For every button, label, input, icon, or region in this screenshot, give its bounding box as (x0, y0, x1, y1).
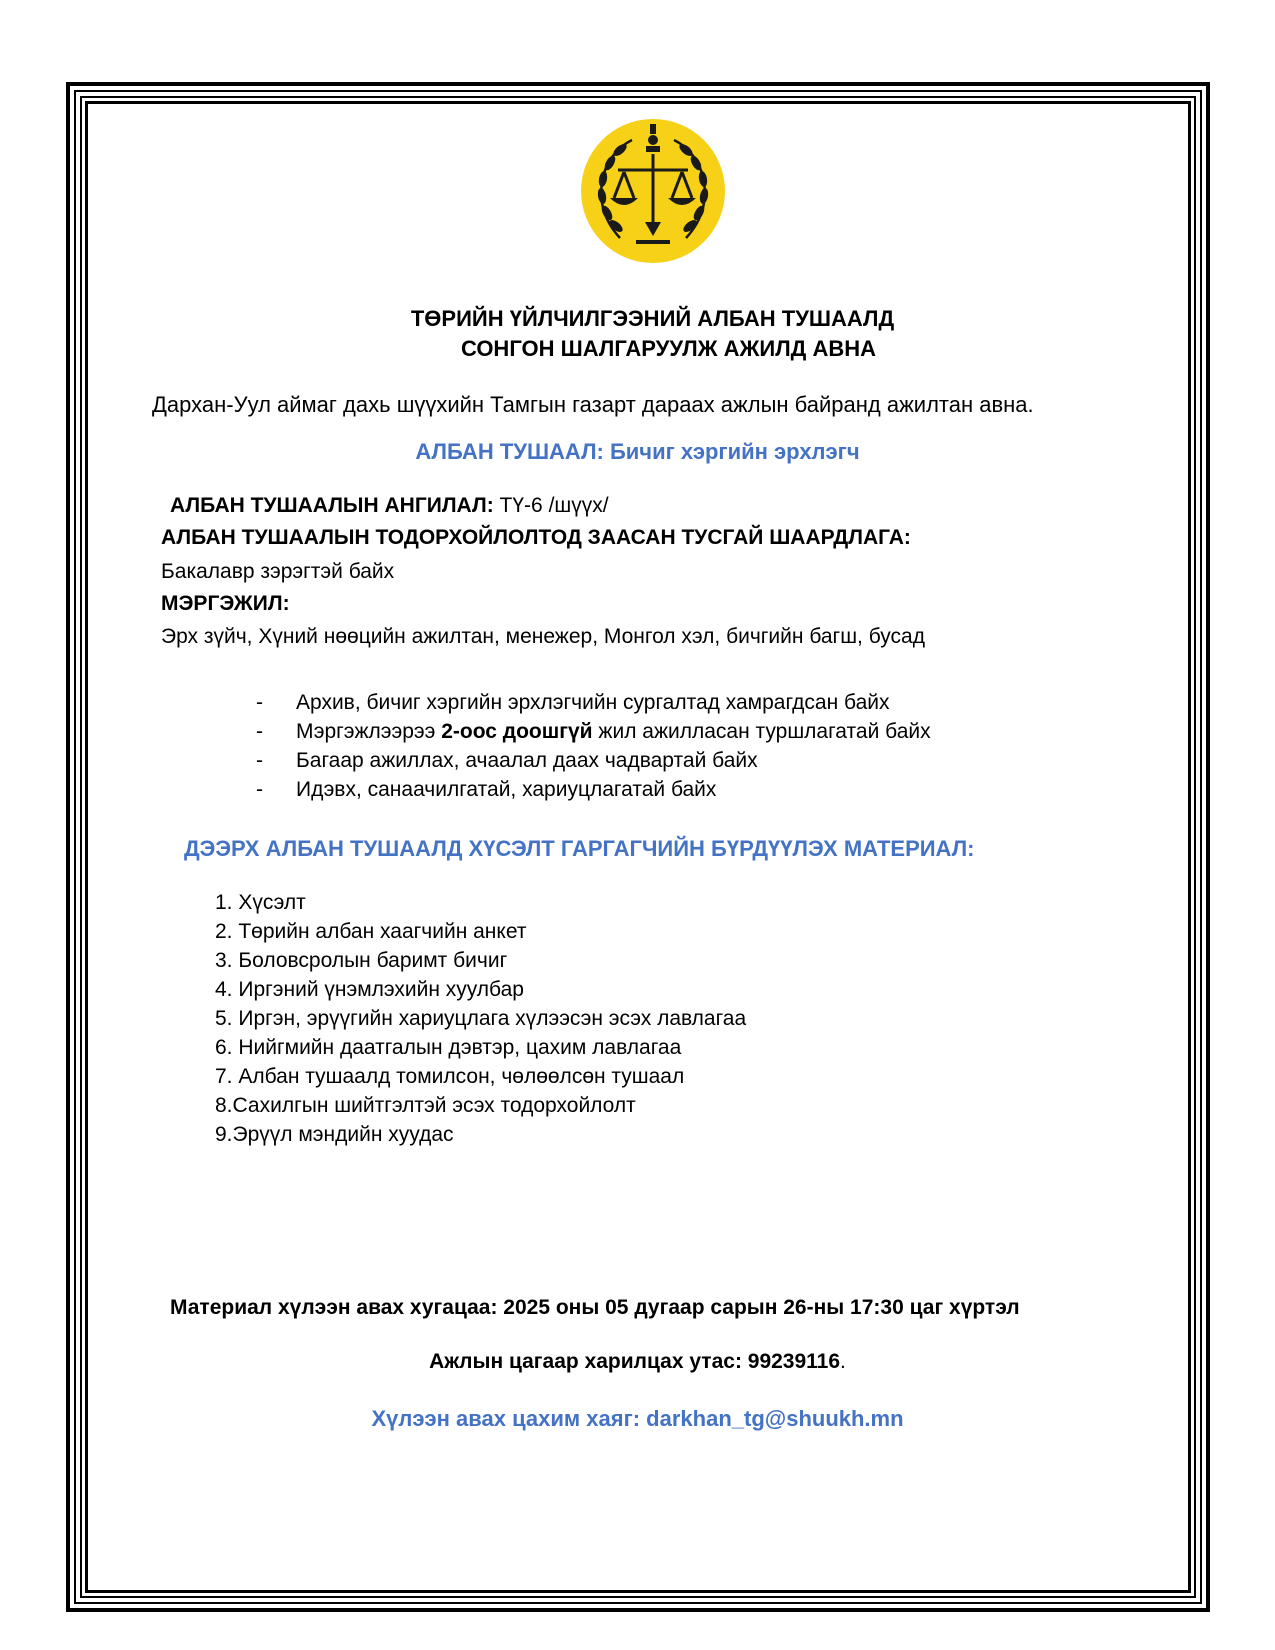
bullet-dash: - (256, 749, 263, 772)
requirements-bullet-list (256, 688, 931, 804)
list-item: 8.Сахилгын шийтгэлтэй эсэх тодорхойлолт (215, 1094, 636, 1117)
document-title-line-2: СОНГОН ШАЛГАРУУЛЖ АЖИЛД АВНА (460, 336, 876, 361)
contact-email[interactable]: Хүлээн авах цахим хаяг: darkhan_tg@shuukh.mn (371, 1406, 904, 1431)
list-item: 6. Нийгмийн даатгалын дэвтэр, цахим лавлагаа (215, 1036, 682, 1059)
classification-value: ТҮ-6 /шүүх/ (493, 494, 609, 517)
list-item (256, 775, 931, 804)
contact-phone-period: . (840, 1350, 846, 1373)
bullet-text: Багаар ажиллах, ачаалал даах чадвартай байх (296, 749, 758, 772)
court-emblem-logo (580, 118, 726, 264)
document-title-line-1: ТӨРИЙН ҮЙЛЧИЛГЭЭНИЙ АЛБАН ТУШААЛД (410, 306, 895, 331)
list-item: 5. Иргэн, эрүүгийн хариуцлага хүлээсэн эсэх лавлагаа (215, 1007, 747, 1030)
bullet-text-emphasis: 2-оос доошгүй (441, 720, 593, 743)
bullet-text: Идэвх, санаачилгатай, хариуцлагатай байх (296, 778, 717, 801)
list-item: 9.Эрүүл мэндийн хуудас (215, 1123, 454, 1146)
requirements-heading: АЛБАН ТУШААЛЫН ТОДОРХОЙЛОЛТОД ЗААСАН ТУСГАЙ ШААРДЛАГА: (161, 526, 911, 549)
materials-heading: ДЭЭРХ АЛБАН ТУШААЛД ХҮСЭЛТ ГАРГАГЧИЙН БҮРДҮҮЛЭХ МАТЕРИАЛ: (184, 836, 975, 861)
list-item (256, 717, 931, 746)
list-item: 2. Төрийн албан хаагчийн анкет (215, 920, 527, 943)
bullet-text-pre: Мэргэжлээрээ (296, 720, 442, 743)
list-item (256, 688, 931, 717)
contact-phone (0, 1350, 1275, 1374)
list-item: 7. Албан тушаалд томилсон, чөлөөлсөн тушаал (215, 1065, 685, 1088)
materials-list (215, 888, 746, 1149)
submission-deadline: Материал хүлээн авах хугацаа: 2025 оны 05 дугаар сарын 26-ны 17:30 цаг хүртэл (170, 1296, 1020, 1319)
classification-row (170, 494, 609, 518)
intro-text: Дархан-Уул аймаг дахь шүүхийн Тамгын газарт дараах ажлын байранд ажилтан авна. (152, 392, 1034, 417)
bullet-text: Архив, бичиг хэргийн эрхлэгчийн сургалтад хамрагдсан байх (296, 691, 890, 714)
bullet-dash: - (256, 778, 263, 801)
list-item: 3. Боловсролын баримт бичиг (215, 949, 508, 972)
bullet-dash: - (256, 691, 263, 714)
list-item: 1. Хүсэлт (215, 891, 306, 914)
profession-list: Эрх зүйч, Хүний нөөцийн ажилтан, менежер, Монгол хэл, бичгийн багш, бусад (161, 625, 925, 648)
profession-heading: МЭРГЭЖИЛ: (161, 592, 290, 615)
list-item: 4. Иргэний үнэмлэхийн хуулбар (215, 978, 524, 1001)
contact-phone-text: Ажлын цагаар харилцах утас: 99239116 (429, 1350, 841, 1373)
bullet-text (296, 717, 931, 746)
classification-label: АЛБАН ТУШААЛЫН АНГИЛАЛ: (170, 494, 494, 517)
list-item (256, 746, 931, 775)
degree-requirement: Бакалавр зэрэгтэй байх (161, 560, 395, 583)
bullet-dash: - (256, 720, 263, 743)
position-title: АЛБАН ТУШААЛ: Бичиг хэргийн эрхлэгч (415, 439, 860, 464)
bullet-text-post: жил ажилласан туршлагатай байх (592, 720, 931, 743)
